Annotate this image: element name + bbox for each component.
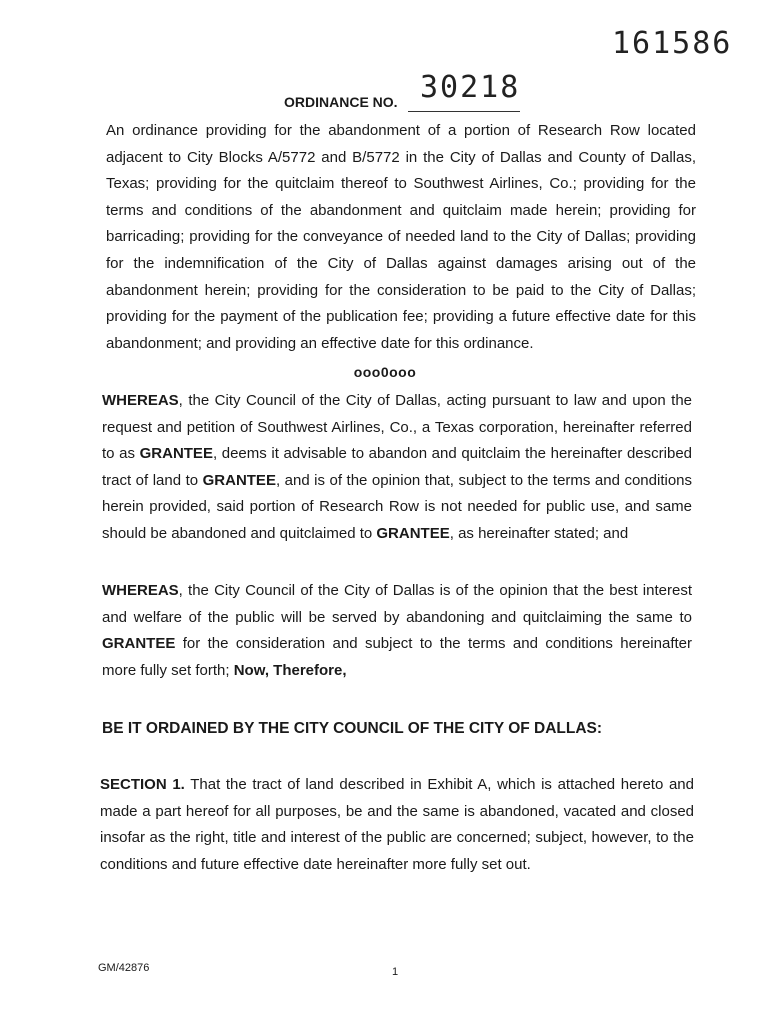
ordinance-number-underline — [408, 111, 520, 112]
section-1-label: SECTION 1. — [100, 776, 185, 793]
whereas-text: , the City Council of the City of Dallas, acting pursuant to law and upon the request and petition of Southwest Airlines, Co., a Texas corporation, hereinafter referred to as — [102, 392, 692, 463]
section-separator: ooo0ooo — [353, 364, 417, 380]
document-stamp-number: 161586 — [612, 26, 733, 61]
whereas-text: , and is of the opinion that, subject to the terms and conditions herein provided, said portion of Research Row is not needed for public use, and same should be abandoned and quitclaimed to — [102, 471, 692, 542]
section-1-paragraph — [100, 772, 694, 878]
whereas-text: for the consideration and subject to the terms and conditions hereinafter more fully set forth; — [102, 635, 692, 679]
whereas-lead: WHEREAS — [102, 392, 179, 409]
page-number: 1 — [392, 966, 399, 978]
whereas-paragraph-1 — [102, 388, 692, 548]
footer-document-code: GM/42876 — [98, 962, 150, 974]
ordinance-number: 30218 — [420, 70, 521, 105]
whereas-paragraph-2 — [102, 578, 692, 684]
ordinance-label: ORDINANCE NO. — [284, 94, 398, 110]
grantee-term: GRANTEE — [102, 635, 176, 653]
ordinance-heading — [0, 70, 770, 114]
whereas-lead: WHEREAS — [102, 582, 179, 599]
grantee-term: GRANTEE — [376, 524, 450, 542]
ordinance-intro: An ordinance providing for the abandonment of a portion of Research Row located adjacent to City Blocks A/5772 and B/5772 in the City of Dallas and County of Dallas, Texas; providing for the quitclaim thereof to Southwest Airlines, Co.; providing for the terms and conditions of the abandonment and quitclaim made herein; providing for barricading; providing for the conveyance of needed land to the City of Dallas; providing for the indemnification of the City of Dallas against damages arising out of the abandonment herein; providing for the consideration to be paid to the City of Dallas; providing for the payment of the publication fee; providing a future effective date for this abandonment; and providing an effective date for this ordinance. — [106, 122, 696, 352]
whereas-text: , as hereinafter stated; and — [449, 524, 629, 542]
whereas-closing: Now, Therefore, — [233, 661, 347, 679]
be-it-ordained-heading: BE IT ORDAINED BY THE CITY COUNCIL OF THE CITY OF DALLAS: — [102, 720, 603, 737]
grantee-term: GRANTEE — [202, 471, 276, 489]
grantee-term: GRANTEE — [139, 445, 213, 463]
whereas-text: , the City Council of the City of Dallas is of the opinion that the best interest and welfare of the public will be served by abandoning and quitclaiming the same to — [102, 582, 692, 626]
section-1-text: That the tract of land described in Exhibit A, which is attached hereto and made a part hereof for all purposes, be and the same is abandoned, vacated and closed insofar as the right, title and interest of the public are concerned; subject, however, to the conditions and future effective date hereinafter more fully set out. — [100, 776, 694, 873]
whereas-text: , deems it advisable to abandon and quitclaim the hereinafter described tract of land to — [102, 445, 692, 489]
